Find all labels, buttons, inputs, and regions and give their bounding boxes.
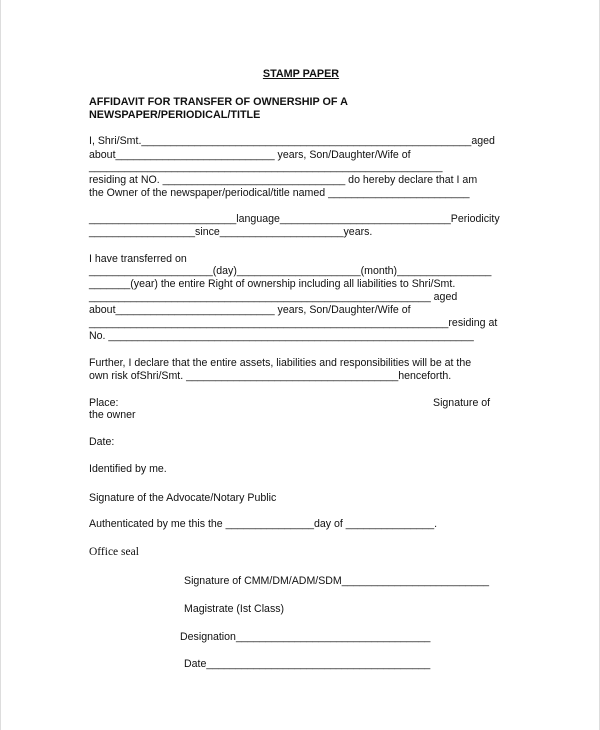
para3-line-2: _____________________(day)_____________________(month)________________ [89, 265, 492, 277]
signature-of-label: Signature of [433, 397, 491, 409]
heading-line-1: AFFIDAVIT FOR TRANSFER OF OWNERSHIP OF A [89, 96, 348, 108]
date-label: Date: [89, 436, 115, 448]
para2-line-2: __________________since_____________________years. [89, 226, 373, 238]
heading-line-2: NEWSPAPER/PERIODICAL/TITLE [89, 109, 261, 121]
office-seal-label: Office seal [89, 546, 139, 558]
para3-line-3: _______(year) the entire Right of ownership including all liabilities to Shri/Smt. [89, 278, 456, 290]
owner-label: the owner [89, 409, 136, 421]
para3-line-7: No. ______________________________________________________________ [89, 330, 474, 342]
para4-line-2: own risk ofShri/Smt. ____________________________________henceforth. [89, 370, 452, 382]
designation-line: Designation_________________________________ [180, 631, 431, 643]
document-title: STAMP PAPER [262, 68, 340, 80]
para2-line-1: _________________________language_____________________________Periodicity [89, 213, 500, 225]
para4-line-1: Further, I declare that the entire assets, liabilities and responsibilities will be at the [89, 357, 472, 369]
para3-line-5: about___________________________ years, Son/Daughter/Wife of [89, 304, 411, 316]
cmm-signature-line: Signature of CMM/DM/ADM/SDM_________________________ [184, 575, 490, 587]
para3-line-1: I have transferred on [89, 253, 187, 265]
identified-label: Identified by me. [89, 463, 167, 475]
authenticated-line: Authenticated by me this the _______________day of _______________. [89, 518, 438, 530]
para1-line-1: I, Shri/Smt.________________________________________________________aged [89, 135, 495, 147]
para1-line-5: the Owner of the newspaper/periodical/title named ________________________ [89, 187, 470, 199]
para1-line-4: residing at NO. _______________________________ do hereby declare that I am [89, 174, 478, 186]
para1-line-2: about___________________________ years, Son/Daughter/Wife of [89, 149, 411, 161]
para1-line-3: ____________________________________________________________ [89, 161, 443, 173]
advocate-signature-label: Signature of the Advocate/Notary Public [89, 492, 277, 504]
date-line: Date______________________________________ [184, 658, 431, 670]
para3-line-4: __________________________________________________________ aged [89, 291, 458, 303]
place-label: Place: [89, 397, 119, 409]
magistrate-label: Magistrate (Ist Class) [184, 603, 285, 615]
para3-line-6: _____________________________________________________________residing at [89, 317, 498, 329]
